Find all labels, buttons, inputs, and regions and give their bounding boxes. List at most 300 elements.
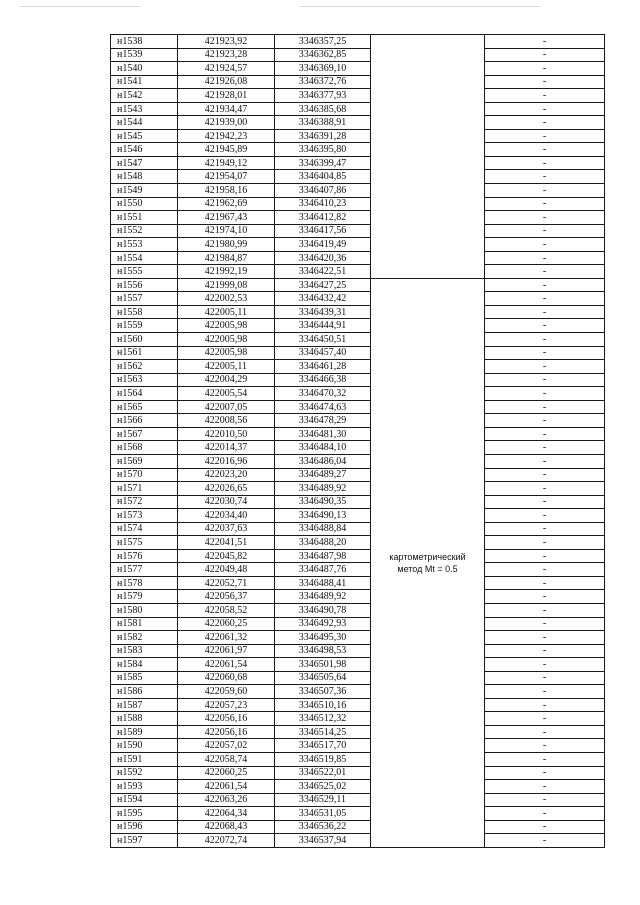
table-row — [111, 197, 605, 211]
table-row — [111, 454, 605, 468]
x-coordinate-cell: 421923,92 — [178, 35, 275, 49]
y-coordinate-cell: 3346439,31 — [275, 305, 371, 319]
point-id-cell: н1594 — [111, 793, 178, 807]
x-coordinate-cell: 422045,82 — [178, 549, 275, 563]
dash-cell: - — [485, 712, 605, 726]
point-id-cell: н1563 — [111, 373, 178, 387]
table-row — [111, 712, 605, 726]
point-id-cell: н1570 — [111, 468, 178, 482]
dash-cell: - — [485, 766, 605, 780]
y-coordinate-cell: 3346395,80 — [275, 143, 371, 157]
table-row — [111, 807, 605, 821]
table-row — [111, 834, 605, 848]
y-coordinate-cell: 3346489,92 — [275, 590, 371, 604]
point-id-cell: н1556 — [111, 278, 178, 292]
y-coordinate-cell: 3346466,38 — [275, 373, 371, 387]
x-coordinate-cell: 422005,11 — [178, 305, 275, 319]
dash-cell: - — [485, 590, 605, 604]
dash-cell: - — [485, 725, 605, 739]
point-id-cell: н1589 — [111, 725, 178, 739]
coordinate-table — [110, 34, 605, 848]
table-row — [111, 766, 605, 780]
point-id-cell: н1551 — [111, 211, 178, 225]
table-row — [111, 48, 605, 62]
point-id-cell: н1565 — [111, 400, 178, 414]
x-coordinate-cell: 421949,12 — [178, 156, 275, 170]
point-id-cell: н1553 — [111, 238, 178, 252]
point-id-cell: н1576 — [111, 549, 178, 563]
y-coordinate-cell: 3346410,23 — [275, 197, 371, 211]
point-id-cell: н1552 — [111, 224, 178, 238]
table-row — [111, 89, 605, 103]
x-coordinate-cell: 422005,11 — [178, 360, 275, 374]
point-id-cell: н1539 — [111, 48, 178, 62]
table-row — [111, 35, 605, 49]
table-row — [111, 739, 605, 753]
x-coordinate-cell: 422063,26 — [178, 793, 275, 807]
x-coordinate-cell: 422030,74 — [178, 495, 275, 509]
point-id-cell: н1575 — [111, 536, 178, 550]
table-row — [111, 278, 605, 292]
point-id-cell: н1567 — [111, 427, 178, 441]
y-coordinate-cell: 3346362,85 — [275, 48, 371, 62]
table-row — [111, 820, 605, 834]
point-id-cell: н1566 — [111, 414, 178, 428]
y-coordinate-cell: 3346517,70 — [275, 739, 371, 753]
x-coordinate-cell: 421942,23 — [178, 129, 275, 143]
table-row — [111, 644, 605, 658]
point-id-cell: н1543 — [111, 102, 178, 116]
x-coordinate-cell: 422049,48 — [178, 563, 275, 577]
y-coordinate-cell: 3346488,20 — [275, 536, 371, 550]
method-name: картометрический — [389, 551, 466, 562]
point-id-cell: н1540 — [111, 62, 178, 76]
dash-cell: - — [485, 251, 605, 265]
y-coordinate-cell: 3346486,04 — [275, 454, 371, 468]
y-coordinate-cell: 3346461,28 — [275, 360, 371, 374]
y-coordinate-cell: 3346412,82 — [275, 211, 371, 225]
table-row — [111, 725, 605, 739]
y-coordinate-cell: 3346498,53 — [275, 644, 371, 658]
dash-cell: - — [485, 495, 605, 509]
dash-cell: - — [485, 427, 605, 441]
y-coordinate-cell: 3346531,05 — [275, 807, 371, 821]
dash-cell: - — [485, 698, 605, 712]
table-row — [111, 495, 605, 509]
x-coordinate-cell: 422058,52 — [178, 603, 275, 617]
dash-cell: - — [485, 102, 605, 116]
point-id-cell: н1542 — [111, 89, 178, 103]
point-id-cell: н1590 — [111, 739, 178, 753]
dash-cell: - — [485, 536, 605, 550]
table-row — [111, 238, 605, 252]
dash-cell: - — [485, 75, 605, 89]
table-row — [111, 265, 605, 279]
point-id-cell: н1541 — [111, 75, 178, 89]
x-coordinate-cell: 421924,57 — [178, 62, 275, 76]
dash-cell: - — [485, 482, 605, 496]
dash-cell: - — [485, 129, 605, 143]
y-coordinate-cell: 3346391,28 — [275, 129, 371, 143]
point-id-cell: н1546 — [111, 143, 178, 157]
dash-cell: - — [485, 89, 605, 103]
y-coordinate-cell: 3346481,30 — [275, 427, 371, 441]
x-coordinate-cell: 421939,00 — [178, 116, 275, 130]
x-coordinate-cell: 422068,43 — [178, 820, 275, 834]
table-row — [111, 509, 605, 523]
x-coordinate-cell: 421992,19 — [178, 265, 275, 279]
table-row — [111, 319, 605, 333]
table-row — [111, 170, 605, 184]
scan-artifact — [300, 6, 540, 7]
y-coordinate-cell: 3346536,22 — [275, 820, 371, 834]
point-id-cell: н1596 — [111, 820, 178, 834]
y-coordinate-cell: 3346444,91 — [275, 319, 371, 333]
table-row — [111, 251, 605, 265]
dash-cell: - — [485, 387, 605, 401]
x-coordinate-cell: 422023,20 — [178, 468, 275, 482]
point-id-cell: н1545 — [111, 129, 178, 143]
table-row — [111, 441, 605, 455]
dash-cell: - — [485, 658, 605, 672]
x-coordinate-cell: 422061,32 — [178, 631, 275, 645]
x-coordinate-cell: 422005,98 — [178, 333, 275, 347]
point-id-cell: н1588 — [111, 712, 178, 726]
table-row — [111, 116, 605, 130]
dash-cell: - — [485, 265, 605, 279]
y-coordinate-cell: 3346407,86 — [275, 184, 371, 198]
dash-cell: - — [485, 305, 605, 319]
point-id-cell: н1586 — [111, 685, 178, 699]
x-coordinate-cell: 421962,69 — [178, 197, 275, 211]
x-coordinate-cell: 421984,87 — [178, 251, 275, 265]
x-coordinate-cell: 422005,98 — [178, 346, 275, 360]
x-coordinate-cell: 422057,23 — [178, 698, 275, 712]
y-coordinate-cell: 3346490,13 — [275, 509, 371, 523]
table-row — [111, 617, 605, 631]
table-row — [111, 387, 605, 401]
table-row — [111, 698, 605, 712]
table-row — [111, 224, 605, 238]
point-id-cell: н1557 — [111, 292, 178, 306]
x-coordinate-cell: 422060,25 — [178, 766, 275, 780]
dash-cell: - — [485, 346, 605, 360]
y-coordinate-cell: 3346514,25 — [275, 725, 371, 739]
x-coordinate-cell: 422057,02 — [178, 739, 275, 753]
dash-cell: - — [485, 603, 605, 617]
table-row — [111, 373, 605, 387]
x-coordinate-cell: 421928,01 — [178, 89, 275, 103]
y-coordinate-cell: 3346487,98 — [275, 549, 371, 563]
x-coordinate-cell: 422064,34 — [178, 807, 275, 821]
table-row — [111, 102, 605, 116]
x-coordinate-cell: 422058,74 — [178, 752, 275, 766]
point-id-cell: н1572 — [111, 495, 178, 509]
dash-cell: - — [485, 197, 605, 211]
y-coordinate-cell: 3346432,42 — [275, 292, 371, 306]
y-coordinate-cell: 3346510,16 — [275, 698, 371, 712]
point-id-cell: н1558 — [111, 305, 178, 319]
dash-cell: - — [485, 333, 605, 347]
dash-cell: - — [485, 468, 605, 482]
y-coordinate-cell: 3346372,76 — [275, 75, 371, 89]
table-row — [111, 211, 605, 225]
point-id-cell: н1595 — [111, 807, 178, 821]
table-row — [111, 400, 605, 414]
x-coordinate-cell: 422072,74 — [178, 834, 275, 848]
point-id-cell: н1582 — [111, 631, 178, 645]
dash-cell: - — [485, 441, 605, 455]
x-coordinate-cell: 421954,07 — [178, 170, 275, 184]
y-coordinate-cell: 3346457,40 — [275, 346, 371, 360]
y-coordinate-cell: 3346537,94 — [275, 834, 371, 848]
dash-cell: - — [485, 170, 605, 184]
table-row — [111, 590, 605, 604]
y-coordinate-cell: 3346489,27 — [275, 468, 371, 482]
point-id-cell: н1562 — [111, 360, 178, 374]
table-row — [111, 631, 605, 645]
dash-cell: - — [485, 644, 605, 658]
dash-cell: - — [485, 820, 605, 834]
x-coordinate-cell: 422016,96 — [178, 454, 275, 468]
y-coordinate-cell: 3346369,10 — [275, 62, 371, 76]
table-row — [111, 143, 605, 157]
y-coordinate-cell: 3346404,85 — [275, 170, 371, 184]
y-coordinate-cell: 3346529,11 — [275, 793, 371, 807]
y-coordinate-cell: 3346488,41 — [275, 576, 371, 590]
y-coordinate-cell: 3346492,93 — [275, 617, 371, 631]
point-id-cell: н1578 — [111, 576, 178, 590]
table-row — [111, 75, 605, 89]
dash-cell: - — [485, 752, 605, 766]
point-id-cell: н1559 — [111, 319, 178, 333]
x-coordinate-cell: 422061,54 — [178, 658, 275, 672]
y-coordinate-cell: 3346399,47 — [275, 156, 371, 170]
table-row — [111, 156, 605, 170]
y-coordinate-cell: 3346501,98 — [275, 658, 371, 672]
x-coordinate-cell: 422056,37 — [178, 590, 275, 604]
dash-cell: - — [485, 373, 605, 387]
y-coordinate-cell: 3346377,93 — [275, 89, 371, 103]
dash-cell: - — [485, 224, 605, 238]
x-coordinate-cell: 422005,98 — [178, 319, 275, 333]
y-coordinate-cell: 3346478,29 — [275, 414, 371, 428]
table-row — [111, 671, 605, 685]
point-id-cell: н1548 — [111, 170, 178, 184]
x-coordinate-cell: 422008,56 — [178, 414, 275, 428]
dash-cell: - — [485, 631, 605, 645]
point-id-cell: н1547 — [111, 156, 178, 170]
table-row — [111, 536, 605, 550]
y-coordinate-cell: 3346488,84 — [275, 522, 371, 536]
x-coordinate-cell: 421999,08 — [178, 278, 275, 292]
dash-cell: - — [485, 360, 605, 374]
x-coordinate-cell: 421934,47 — [178, 102, 275, 116]
dash-cell: - — [485, 807, 605, 821]
y-coordinate-cell: 3346489,92 — [275, 482, 371, 496]
point-id-cell: н1573 — [111, 509, 178, 523]
point-id-cell: н1568 — [111, 441, 178, 455]
table-row — [111, 780, 605, 794]
table-row — [111, 360, 605, 374]
x-coordinate-cell: 422026,65 — [178, 482, 275, 496]
table-row — [111, 333, 605, 347]
x-coordinate-cell: 422056,16 — [178, 725, 275, 739]
y-coordinate-cell: 3346427,25 — [275, 278, 371, 292]
x-coordinate-cell: 422052,71 — [178, 576, 275, 590]
point-id-cell: н1571 — [111, 482, 178, 496]
y-coordinate-cell: 3346470,32 — [275, 387, 371, 401]
table-row — [111, 685, 605, 699]
y-coordinate-cell: 3346388,91 — [275, 116, 371, 130]
table-row — [111, 305, 605, 319]
y-coordinate-cell: 3346525,02 — [275, 780, 371, 794]
method-cell — [371, 278, 485, 847]
x-coordinate-cell: 422056,16 — [178, 712, 275, 726]
x-coordinate-cell: 422007,05 — [178, 400, 275, 414]
dash-cell: - — [485, 116, 605, 130]
dash-cell: - — [485, 184, 605, 198]
dash-cell: - — [485, 143, 605, 157]
dash-cell: - — [485, 671, 605, 685]
y-coordinate-cell: 3346474,63 — [275, 400, 371, 414]
dash-cell: - — [485, 278, 605, 292]
x-coordinate-cell: 421923,28 — [178, 48, 275, 62]
x-coordinate-cell: 421958,16 — [178, 184, 275, 198]
scan-artifact — [20, 6, 140, 7]
dash-cell: - — [485, 739, 605, 753]
dash-cell: - — [485, 563, 605, 577]
x-coordinate-cell: 422060,68 — [178, 671, 275, 685]
table-row — [111, 522, 605, 536]
dash-cell: - — [485, 414, 605, 428]
table-row — [111, 658, 605, 672]
y-coordinate-cell: 3346495,30 — [275, 631, 371, 645]
x-coordinate-cell: 422060,25 — [178, 617, 275, 631]
x-coordinate-cell: 422037,63 — [178, 522, 275, 536]
x-coordinate-cell: 421945,89 — [178, 143, 275, 157]
y-coordinate-cell: 3346417,56 — [275, 224, 371, 238]
y-coordinate-cell: 3346357,25 — [275, 35, 371, 49]
x-coordinate-cell: 422034,40 — [178, 509, 275, 523]
point-id-cell: н1585 — [111, 671, 178, 685]
point-id-cell: н1538 — [111, 35, 178, 49]
point-id-cell: н1555 — [111, 265, 178, 279]
point-id-cell: н1591 — [111, 752, 178, 766]
dash-cell: - — [485, 35, 605, 49]
y-coordinate-cell: 3346512,32 — [275, 712, 371, 726]
point-id-cell: н1574 — [111, 522, 178, 536]
x-coordinate-cell: 421980,99 — [178, 238, 275, 252]
x-coordinate-cell: 422061,97 — [178, 644, 275, 658]
point-id-cell: н1580 — [111, 603, 178, 617]
point-id-cell: н1569 — [111, 454, 178, 468]
coordinate-table-body — [111, 35, 605, 848]
point-id-cell: н1544 — [111, 116, 178, 130]
dash-cell: - — [485, 211, 605, 225]
x-coordinate-cell: 421974,10 — [178, 224, 275, 238]
table-row — [111, 576, 605, 590]
table-row — [111, 346, 605, 360]
dash-cell: - — [485, 238, 605, 252]
table-row — [111, 603, 605, 617]
dash-cell: - — [485, 509, 605, 523]
dash-cell: - — [485, 549, 605, 563]
table-row — [111, 427, 605, 441]
point-id-cell: н1592 — [111, 766, 178, 780]
dash-cell: - — [485, 292, 605, 306]
dash-cell: - — [485, 454, 605, 468]
table-row — [111, 482, 605, 496]
x-coordinate-cell: 422004,29 — [178, 373, 275, 387]
dash-cell: - — [485, 319, 605, 333]
y-coordinate-cell: 3346385,68 — [275, 102, 371, 116]
y-coordinate-cell: 3346422,51 — [275, 265, 371, 279]
table-row — [111, 414, 605, 428]
dash-cell: - — [485, 685, 605, 699]
y-coordinate-cell: 3346487,76 — [275, 563, 371, 577]
x-coordinate-cell: 421967,43 — [178, 211, 275, 225]
table-row — [111, 129, 605, 143]
x-coordinate-cell: 422005,54 — [178, 387, 275, 401]
point-id-cell: н1593 — [111, 780, 178, 794]
table-row — [111, 549, 605, 563]
x-coordinate-cell: 422002,53 — [178, 292, 275, 306]
x-coordinate-cell: 422059,60 — [178, 685, 275, 699]
y-coordinate-cell: 3346507,36 — [275, 685, 371, 699]
y-coordinate-cell: 3346419,49 — [275, 238, 371, 252]
point-id-cell: н1554 — [111, 251, 178, 265]
dash-cell: - — [485, 48, 605, 62]
table-row — [111, 62, 605, 76]
y-coordinate-cell: 3346450,51 — [275, 333, 371, 347]
method-accuracy: метод Мt = 0.5 — [397, 563, 458, 574]
table-row — [111, 468, 605, 482]
point-id-cell: н1587 — [111, 698, 178, 712]
dash-cell: - — [485, 834, 605, 848]
y-coordinate-cell: 3346484,10 — [275, 441, 371, 455]
dash-cell: - — [485, 576, 605, 590]
dash-cell: - — [485, 780, 605, 794]
y-coordinate-cell: 3346490,78 — [275, 603, 371, 617]
x-coordinate-cell: 421926,08 — [178, 75, 275, 89]
dash-cell: - — [485, 62, 605, 76]
y-coordinate-cell: 3346420,36 — [275, 251, 371, 265]
point-id-cell: н1584 — [111, 658, 178, 672]
point-id-cell: н1597 — [111, 834, 178, 848]
method-cell-empty — [371, 35, 485, 279]
table-row — [111, 563, 605, 577]
point-id-cell: н1564 — [111, 387, 178, 401]
y-coordinate-cell: 3346519,85 — [275, 752, 371, 766]
dash-cell: - — [485, 793, 605, 807]
point-id-cell: н1579 — [111, 590, 178, 604]
point-id-cell: н1583 — [111, 644, 178, 658]
point-id-cell: н1561 — [111, 346, 178, 360]
dash-cell: - — [485, 522, 605, 536]
x-coordinate-cell: 422014,37 — [178, 441, 275, 455]
dash-cell: - — [485, 400, 605, 414]
x-coordinate-cell: 422061,54 — [178, 780, 275, 794]
y-coordinate-cell: 3346522,01 — [275, 766, 371, 780]
dash-cell: - — [485, 617, 605, 631]
table-row — [111, 752, 605, 766]
point-id-cell: н1577 — [111, 563, 178, 577]
table-row — [111, 793, 605, 807]
y-coordinate-cell: 3346490,35 — [275, 495, 371, 509]
point-id-cell: н1581 — [111, 617, 178, 631]
point-id-cell: н1549 — [111, 184, 178, 198]
